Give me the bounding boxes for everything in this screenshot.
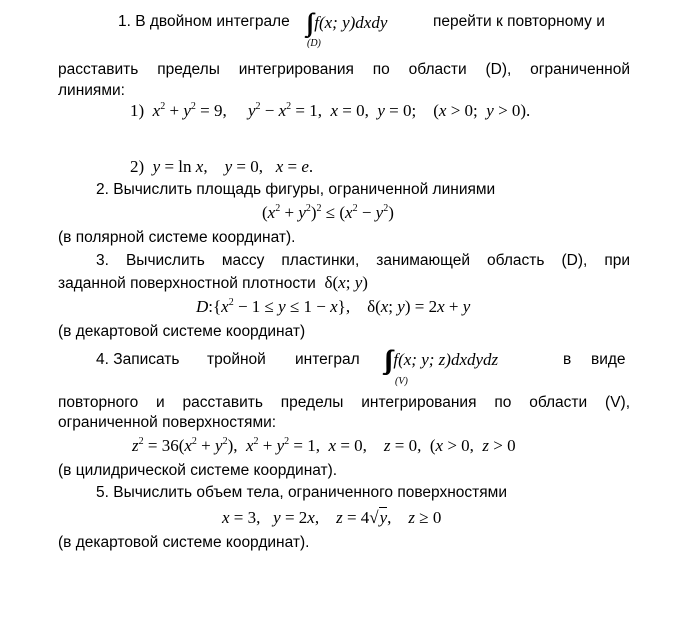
p4-note: (в цилидрической системе координат). <box>58 462 338 479</box>
p2-head: 2. Вычислить площадь фигуры, ограниченной линиями <box>96 181 496 198</box>
p1-head: 1. В двойном интеграле <box>118 13 290 30</box>
p4-line3: ограниченной поверхностями: <box>58 414 277 431</box>
p1-line3: линиями: <box>58 82 125 99</box>
p1-line2: расставить пределы интегрирования по области (D), ограниченной <box>58 61 630 78</box>
p2-formula: $(x^2 + y^2)^2 \le (x^2 - y^2)$ <box>262 203 394 222</box>
p2-note: (в полярной системе координат). <box>58 229 296 246</box>
p4-head3: интеграл <box>295 351 360 368</box>
p3-formula: $D:\{x^2 - 1 \le y \le 1 - x\}$, δ(x; y) = 2x + y <box>196 297 471 316</box>
p3-note: (в декартовой системе координат) <box>58 323 306 340</box>
p3-line2: заданной поверхностной плотности δ(x; y) <box>58 273 368 292</box>
p4-head5: виде <box>591 351 626 368</box>
p5-note: (в декартовой системе координат). <box>58 534 310 551</box>
p1-tail: перейти к повторному и <box>433 13 605 30</box>
p3-line1: 3. Вычислить массу пластинки, занимающей область (D), при <box>96 252 630 269</box>
p4-head4: в <box>563 351 572 368</box>
p1-double-integral: ∫∫ f(x; y)dxdy <box>306 8 388 37</box>
p1-case1: 1) $x^2 + y^2 = 9$, $y^2 - x^2 = 1$, x = 0, y = 0; (x > 0; y > 0). <box>130 101 531 120</box>
p1-case2: 2) y = ln x, y = 0, x = e. <box>130 157 314 176</box>
p1-domain-label: (D) <box>307 38 321 49</box>
p4-domain-label: (V) <box>395 376 408 387</box>
p4-head1: 4. Записать <box>96 351 180 368</box>
p4-triple-integral: ∫∫∫ f(x; y; z)dxdydz <box>384 345 499 374</box>
p5-head: 5. Вычислить объем тела, ограниченного поверхностями <box>96 484 507 501</box>
p4-head2: тройной <box>207 351 266 368</box>
p5-formula: x = 3, y = 2x, z = 4√y, z ≥ 0 <box>222 508 442 527</box>
p4-formula: $z^2 = 36(x^2 + y^2)$, $x^2 + y^2 = 1$, x = 0, z = 0, (x > 0, z > 0 <box>132 436 516 455</box>
p4-line2: повторного и расставить пределы интегрирования по области (V), <box>58 394 630 411</box>
